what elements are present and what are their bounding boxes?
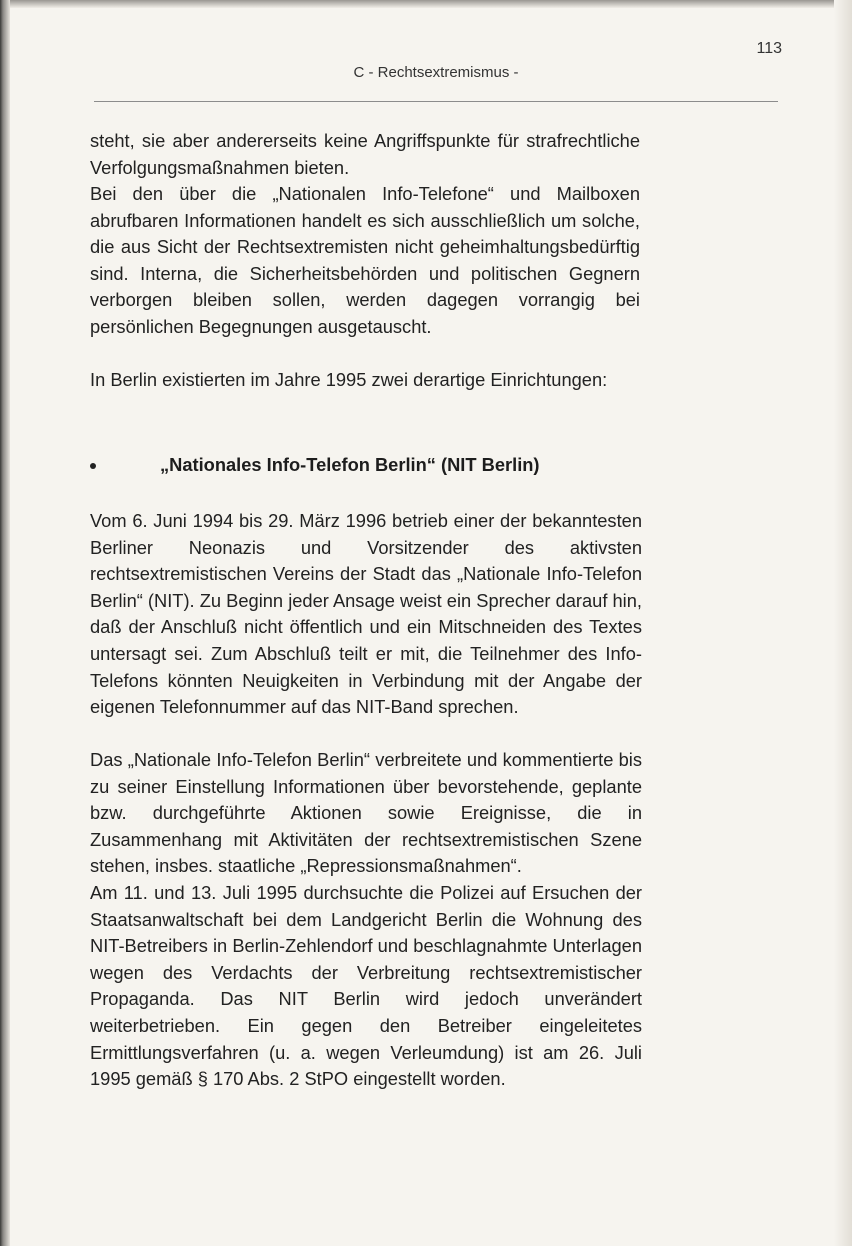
paragraph-intro-berlin: In Berlin existierten im Jahre 1995 zwei derartige Einrichtungen: bbox=[90, 369, 608, 390]
binding-edge bbox=[0, 0, 10, 1246]
header-rule bbox=[94, 101, 778, 102]
page-number: 113 bbox=[756, 40, 782, 57]
running-head: C - Rechtsextremismus - bbox=[353, 64, 519, 81]
paragraph-nit-content: Das „Nationale Info-Telefon Berlin“ verbreitete und kommentierte bis zu seiner Einstellung Informationen über bevorstehende, geplante bzw. durchgeführte Aktionen sowie Ereignisse, die in Zusammenhang mit Aktivitäten der rechtsextremistischen Szene stehen, insbes. staatliche „Repressionsmaßnahmen“. bbox=[90, 749, 642, 877]
bullet-icon bbox=[90, 463, 96, 469]
paragraph-nit-description: Vom 6. Juni 1994 bis 29. März 1996 betrieb einer der bekanntesten Berliner Neonazis und Vorsitzender des aktivsten rechtsextremistischen Vereins der Stadt das „Nationale Info-Telefon Berlin“ (NIT). Zu Beginn jeder Ansage weist ein Sprecher darauf hin, daß der Anschluß nicht öffentlich und ein Mitschneiden des Textes untersagt sei. Zum Abschluß teilt er mit, die Teilnehmer des Info-Telefons könnten Neuigkeiten in Verbindung mit der Angabe der eigenen Telefonnummer auf das NIT-Band sprechen. bbox=[90, 510, 642, 718]
paragraph-info-telefone: Bei den über die „Nationalen Info-Telefone“ und Mailboxen abrufbaren Informationen handelt es sich ausschließlich um solche, die aus Sicht der Rechtsextremisten nicht geheimhaltungsbedürftig sind. Interna, die Sicherheitsbehörden und politischen Gegnern verborgen bleiben sollen, werden dagegen vorrangig bei persönlichen Begegnungen ausgetauscht. bbox=[90, 183, 640, 337]
section-heading-text: „Nationales Info-Telefon Berlin“ (NIT Berlin) bbox=[160, 454, 540, 475]
page-right-shadow bbox=[834, 0, 852, 1246]
paragraph-nit-search: Am 11. und 13. Juli 1995 durchsuchte die Polizei auf Ersuchen der Staatsanwaltschaft bei dem Landgericht Berlin die Wohnung des NIT-Betreibers in Berlin-Zehlendorf und beschlagnahmte Unterlagen wegen des Verdachts der Verbreitung rechtsextremistischer Propaganda. Das NIT Berlin wird jedoch unverändert weiterbetrieben. Ein gegen den Betreiber eingeleitetes Ermittlungsverfahren (u. a. wegen Verleumdung) ist am 26. Juli 1995 gemäß § 170 Abs. 2 StPO eingestellt worden. bbox=[90, 882, 642, 1090]
paragraph-continuation: steht, sie aber andererseits keine Angriffspunkte für strafrechtliche Verfolgungsmaßnahmen bieten. bbox=[90, 130, 640, 178]
page-top-shadow bbox=[0, 0, 852, 8]
